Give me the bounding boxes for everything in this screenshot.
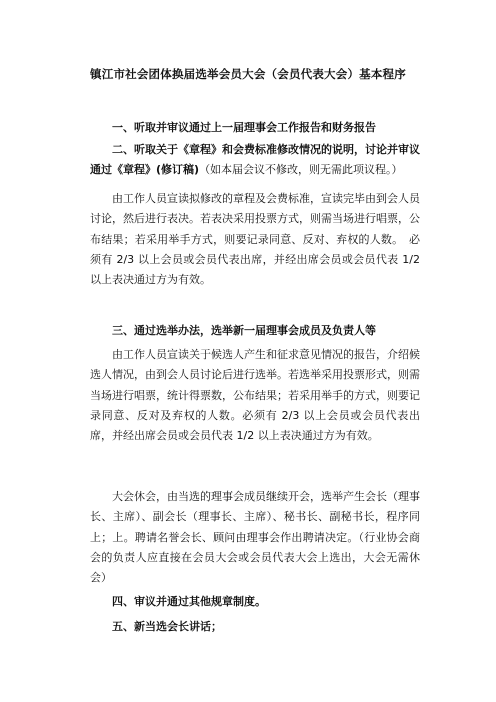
section-5-heading: 五、新当选会长讲话； [112,620,222,633]
section-2-heading: 二、听取关于《章程》和会费标准修改情况的说明，讨论并审议通过《章程》(修订稿) [90,143,420,177]
section-2 [90,140,420,181]
section-3-heading: 三、通过选举办法，选举新一届理事会成员及负责人等 [112,324,376,337]
paragraph-3: 大会休会，由当选的理事会成员继续开会，选举产生会长（理事长、主席）、副会长（理事长、主席）、秘书长、副秘书长，程序同上；上。聘请名誉会长、顾问由理事会作出聘请决定。（行业协会商会的负责人应直接在会员大会或会员代表大会上选出，大会无需休会） [90,490,420,585]
paragraph-2: 由工作人员宣读关于候选人产生和征求意见情况的报告，介绍候选人情况，由到会人员讨论后进行选举。若选举采用投票形式，则需当场进行唱票，统计得票数，公布结果；若采用举手的方式，则要记录同意、反对及弃权的人数。必须有 2/3 以上会员或会员代表出席，并经出席会员或会员代表 1/2 以上表决通过方为有效。 [90,348,420,443]
section-1-heading: 一、听取并审议通过上一届理事会工作报告和财务报告 [112,121,376,134]
document-title: 镇江市社会团体换届选举会员大会（会员代表大会）基本程序 [90,67,406,81]
section-4-heading: 四、审议并通过其他规章制度。 [112,595,266,608]
paragraph-1: 由工作人员宣读拟修改的章程及会费标准，宣读完毕由到会人员讨论，然后进行表决。若表决采用投票方式，则需当场进行唱票，公布结果；若采用举手方式，则要记录同意、反对、弃权的人数。 必须有 2/3 以上会员或会员代表出席，并经出席会员或会员代表 1/2 以上表决通过方为有效。 [90,192,420,287]
section-2-note: （如本届会议不修改，则无需此项议程。） [199,163,403,177]
